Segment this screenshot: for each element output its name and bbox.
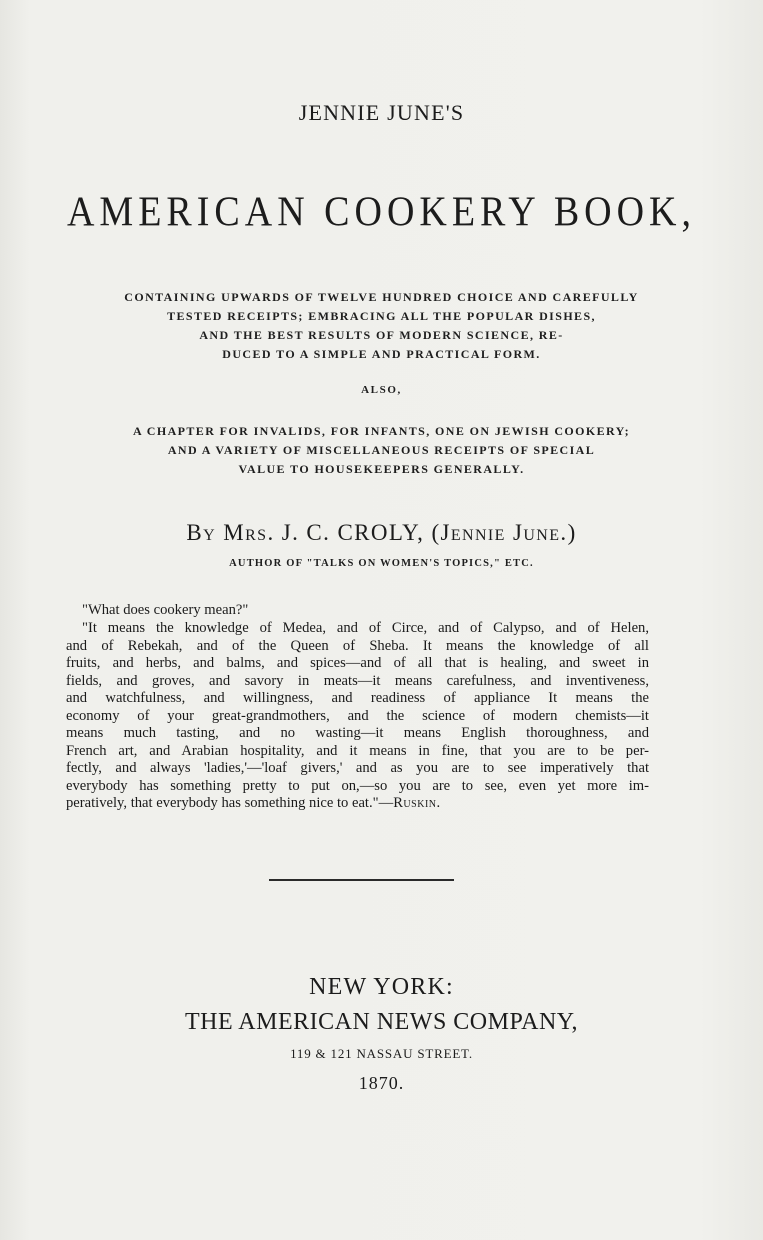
- quote-line: and watchfulness, and willingness, and readiness of appliance It means the: [66, 690, 649, 706]
- quote-line: economy of your great-grandmothers, and the science of modern chemists—it: [66, 707, 649, 724]
- epigraph-quote: [66, 620, 649, 813]
- quote-line: means much tasting, and no wasting—it means English thoroughness, and: [66, 725, 649, 741]
- quote-line: "It means the knowledge of Medea, and of Circe, and of Calypso, and of Helen,: [82, 620, 649, 636]
- quote-line: and of Rebekah, and of the Queen of Sheba. It means the knowledge of all: [66, 637, 649, 654]
- description-line: AND THE BEST RESULTS OF MODERN SCIENCE, RE-: [199, 328, 564, 342]
- author-note: AUTHOR OF "TALKS ON WOMEN'S TOPICS," ETC.: [229, 558, 534, 569]
- quote-attribution: Ruskin.: [393, 795, 441, 811]
- main-title: AMERICAN COOKERY BOOK,: [66, 188, 696, 236]
- description-line: TESTED RECEIPTS; EMBRACING ALL THE POPULAR DISHES,: [167, 309, 596, 323]
- imprint-publisher: THE AMERICAN NEWS COMPANY,: [184, 1009, 579, 1035]
- quote-line: everybody has something pretty to put on,—so you are to see, even yet more im-: [66, 777, 649, 794]
- quote-line: fruits, and herbs, and balms, and spices—and of all that is healing, and sweet in: [66, 655, 649, 671]
- byline-prefix: By Mrs.: [186, 520, 275, 545]
- description-line: CONTAINING UPWARDS OF TWELVE HUNDRED CHOICE AND CAREFULLY: [124, 290, 639, 304]
- epigraph-question: "What does cookery mean?": [82, 602, 249, 618]
- owner-line: JENNIE JUNE'S: [298, 100, 465, 125]
- also-label: ALSO,: [361, 384, 402, 396]
- description-line: DUCED TO A SIMPLE AND PRACTICAL FORM.: [222, 347, 541, 361]
- quote-line: fectly, and always 'ladies,'—'loaf givers,' and as you are to see imperatively that: [66, 760, 649, 776]
- quote-line: fields, and groves, and savory in meats—it means carefulness, and inventiveness,: [66, 672, 649, 689]
- author-byline: [0, 520, 763, 546]
- author-pseudonym: (Jennie June.): [431, 520, 577, 545]
- imprint-city: NEW YORK:: [309, 974, 454, 1000]
- quote-line: peratively, that everybody has something nice to eat."—: [66, 795, 394, 811]
- quote-last-line: [66, 795, 649, 813]
- quote-line: French art, and Arabian hospitality, and it means in fine, that you are to be per-: [66, 742, 649, 759]
- supplement-line: VALUE TO HOUSEKEEPERS GENERALLY.: [238, 462, 525, 476]
- imprint-year: 1870.: [358, 1073, 405, 1093]
- author-name: J. C. CROLY,: [281, 520, 425, 545]
- divider-rule: [269, 879, 454, 881]
- imprint-address: 119 & 121 NASSAU STREET.: [290, 1046, 473, 1061]
- supplement-line: AND A VARIETY OF MISCELLANEOUS RECEIPTS OF SPECIAL: [167, 443, 596, 457]
- supplement-line: A CHAPTER FOR INVALIDS, FOR INFANTS, ONE ON JEWISH COOKERY;: [132, 424, 631, 438]
